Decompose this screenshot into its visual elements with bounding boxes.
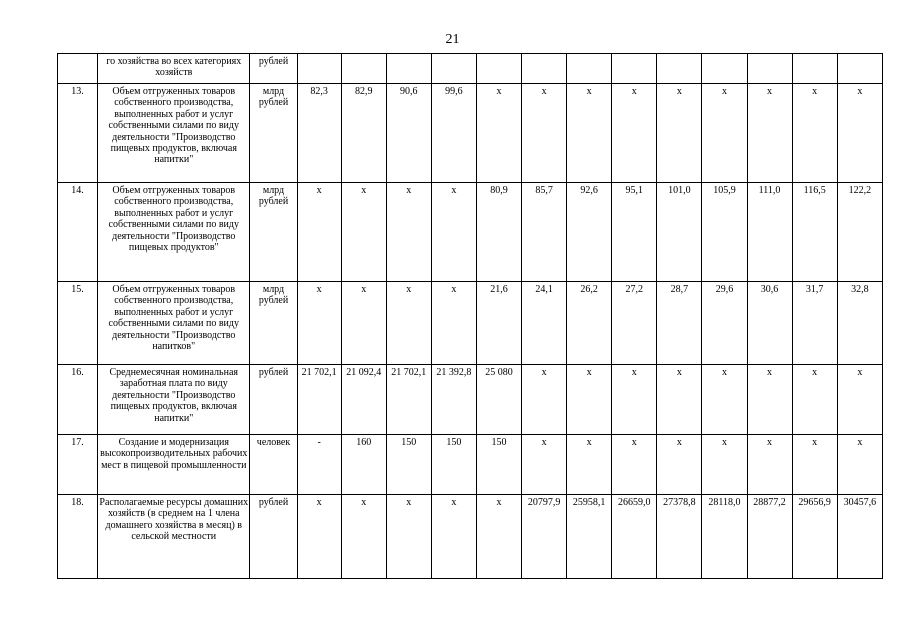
table-row: [58, 183, 883, 282]
value-cell: 150: [476, 435, 521, 495]
indicators-table: [57, 53, 883, 579]
value-cell: 29656,9: [792, 495, 837, 579]
value-cell: x: [341, 495, 386, 579]
unit-of-measure: млрд рублей: [250, 84, 297, 183]
value-cell: 122,2: [837, 183, 882, 282]
value-cell: [612, 54, 657, 84]
value-cell: x: [567, 435, 612, 495]
value-cell: 20797,9: [522, 495, 567, 579]
value-cell: x: [476, 84, 521, 183]
value-cell: 95,1: [612, 183, 657, 282]
row-number: 13.: [58, 84, 98, 183]
indicator-name: Объем отгруженных товаров собственного производства, выполненных работ и услуг собственными силами по виду деятельности "Производство пищевых продуктов": [98, 183, 250, 282]
value-cell: x: [837, 84, 882, 183]
value-cell: 150: [431, 435, 476, 495]
value-cell: x: [657, 435, 702, 495]
indicator-name: Объем отгруженных товаров собственного производства, выполненных работ и услуг собственными силами по виду деятельности "Производство пищевых продуктов, включая напитки": [98, 84, 250, 183]
value-cell: 85,7: [522, 183, 567, 282]
value-cell: 30,6: [747, 282, 792, 365]
value-cell: x: [747, 84, 792, 183]
value-cell: x: [792, 435, 837, 495]
value-cell: 21 392,8: [431, 365, 476, 435]
value-cell: x: [567, 365, 612, 435]
value-cell: [837, 54, 882, 84]
value-cell: x: [431, 495, 476, 579]
value-cell: 82,9: [341, 84, 386, 183]
value-cell: x: [747, 435, 792, 495]
value-cell: x: [612, 365, 657, 435]
value-cell: [567, 54, 612, 84]
value-cell: 28877,2: [747, 495, 792, 579]
value-cell: 92,6: [567, 183, 612, 282]
unit-of-measure: млрд рублей: [250, 282, 297, 365]
value-cell: 25958,1: [567, 495, 612, 579]
row-number: 17.: [58, 435, 98, 495]
value-cell: 101,0: [657, 183, 702, 282]
value-cell: [702, 54, 747, 84]
value-cell: x: [386, 495, 431, 579]
row-number: [58, 54, 98, 84]
value-cell: 105,9: [702, 183, 747, 282]
table-body: [58, 54, 883, 579]
value-cell: x: [612, 435, 657, 495]
value-cell: 24,1: [522, 282, 567, 365]
value-cell: 29,6: [702, 282, 747, 365]
table-row: [58, 365, 883, 435]
value-cell: [341, 54, 386, 84]
value-cell: 30457,6: [837, 495, 882, 579]
value-cell: x: [747, 365, 792, 435]
unit-of-measure: рублей: [250, 54, 297, 84]
table-row: [58, 282, 883, 365]
value-cell: x: [386, 282, 431, 365]
value-cell: x: [792, 84, 837, 183]
indicator-name: Объем отгруженных товаров собственного производства, выполненных работ и услуг собственными силами по виду деятельности "Производство напитков": [98, 282, 250, 365]
value-cell: x: [837, 365, 882, 435]
value-cell: x: [341, 183, 386, 282]
value-cell: x: [522, 84, 567, 183]
table-row: [58, 435, 883, 495]
table-row: [58, 54, 883, 84]
value-cell: [522, 54, 567, 84]
value-cell: 26,2: [567, 282, 612, 365]
page-number: 21: [445, 32, 460, 47]
value-cell: [386, 54, 431, 84]
value-cell: [431, 54, 476, 84]
value-cell: 21 702,1: [297, 365, 341, 435]
value-cell: x: [341, 282, 386, 365]
value-cell: 31,7: [792, 282, 837, 365]
value-cell: [792, 54, 837, 84]
table-row: [58, 84, 883, 183]
value-cell: x: [657, 84, 702, 183]
unit-of-measure: млрд рублей: [250, 183, 297, 282]
value-cell: x: [612, 84, 657, 183]
unit-of-measure: рублей: [250, 495, 297, 579]
value-cell: 21 702,1: [386, 365, 431, 435]
value-cell: 32,8: [837, 282, 882, 365]
value-cell: 99,6: [431, 84, 476, 183]
value-cell: [476, 54, 521, 84]
value-cell: x: [702, 435, 747, 495]
value-cell: 160: [341, 435, 386, 495]
value-cell: [747, 54, 792, 84]
value-cell: -: [297, 435, 341, 495]
value-cell: x: [431, 282, 476, 365]
value-cell: 21,6: [476, 282, 521, 365]
unit-of-measure: человек: [250, 435, 297, 495]
value-cell: x: [431, 183, 476, 282]
value-cell: 28,7: [657, 282, 702, 365]
value-cell: x: [657, 365, 702, 435]
value-cell: x: [297, 495, 341, 579]
indicator-name: Располагаемые ресурсы домашних хозяйств (в среднем на 1 члена домашнего хозяйства в месяц) в сельской местности: [98, 495, 250, 579]
value-cell: 82,3: [297, 84, 341, 183]
value-cell: x: [522, 365, 567, 435]
table-row: [58, 495, 883, 579]
value-cell: 28118,0: [702, 495, 747, 579]
value-cell: 111,0: [747, 183, 792, 282]
value-cell: x: [297, 282, 341, 365]
value-cell: 90,6: [386, 84, 431, 183]
value-cell: [657, 54, 702, 84]
row-number: 14.: [58, 183, 98, 282]
value-cell: x: [476, 495, 521, 579]
value-cell: 27378,8: [657, 495, 702, 579]
unit-of-measure: рублей: [250, 365, 297, 435]
value-cell: 21 092,4: [341, 365, 386, 435]
value-cell: x: [386, 183, 431, 282]
row-number: 16.: [58, 365, 98, 435]
indicator-name: Среднемесячная номинальная заработная плата по виду деятельности "Производство пищевых продуктов, включая напитки": [98, 365, 250, 435]
value-cell: 150: [386, 435, 431, 495]
value-cell: 25 080: [476, 365, 521, 435]
value-cell: [297, 54, 341, 84]
value-cell: x: [567, 84, 612, 183]
value-cell: x: [702, 84, 747, 183]
row-number: 15.: [58, 282, 98, 365]
indicator-name: Создание и модернизация высокопроизводительных рабочих мест в пищевой промышленности: [98, 435, 250, 495]
value-cell: x: [702, 365, 747, 435]
value-cell: 26659,0: [612, 495, 657, 579]
indicator-name: го хозяйства во всех категориях хозяйств: [98, 54, 250, 84]
value-cell: 27,2: [612, 282, 657, 365]
value-cell: 80,9: [476, 183, 521, 282]
value-cell: x: [792, 365, 837, 435]
value-cell: 116,5: [792, 183, 837, 282]
value-cell: x: [522, 435, 567, 495]
value-cell: x: [837, 435, 882, 495]
row-number: 18.: [58, 495, 98, 579]
value-cell: x: [297, 183, 341, 282]
